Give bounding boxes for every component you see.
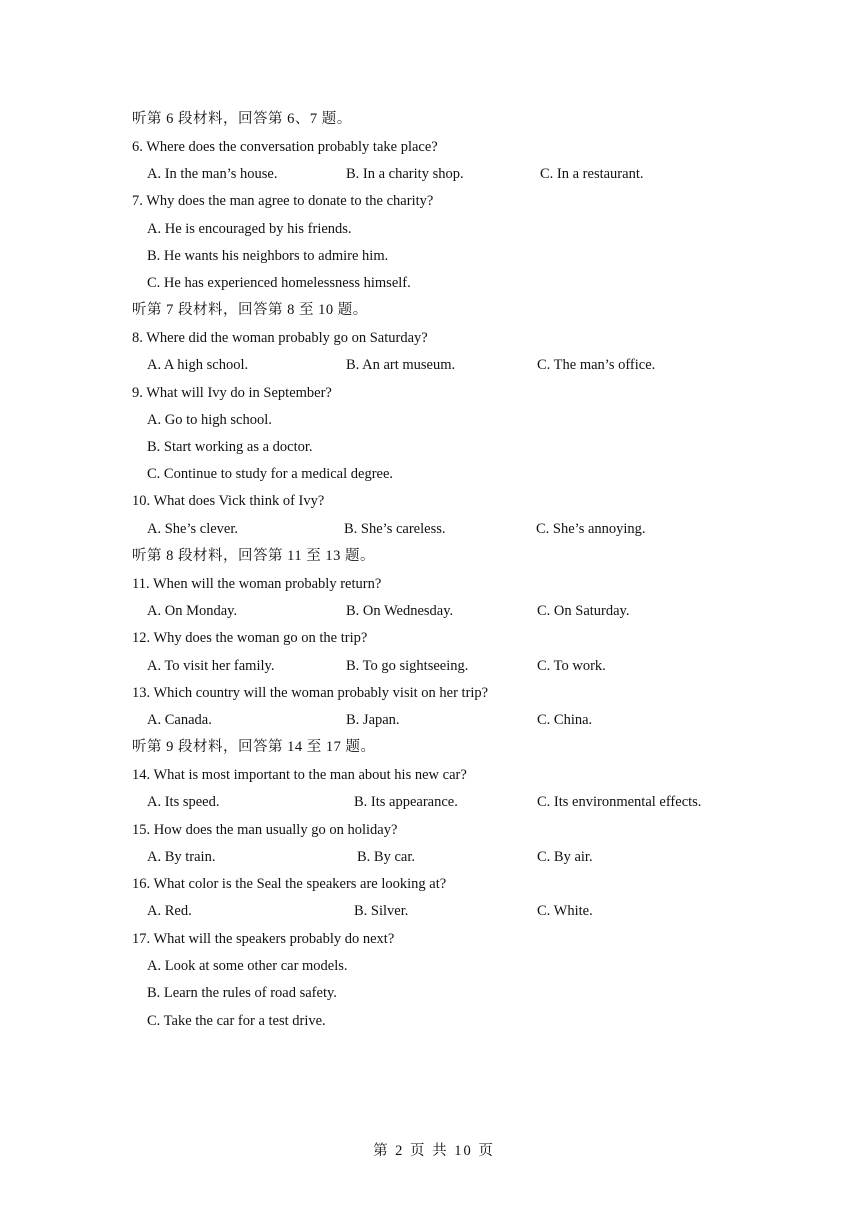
question-9: 9. What will Ivy do in September? bbox=[132, 385, 332, 401]
option-11a: A. On Monday. bbox=[147, 603, 238, 619]
option-9c: C. Continue to study for a medical degree. bbox=[147, 466, 394, 482]
option-16b: B. Silver. bbox=[354, 903, 409, 919]
option-17b: B. Learn the rules of road safety. bbox=[147, 985, 337, 1001]
option-10c: C. She’s annoying. bbox=[536, 521, 646, 537]
question-8: 8. Where did the woman probably go on Saturday? bbox=[132, 330, 428, 346]
section-heading: 听第 9 段材料，回答第 14 至 17 题。 bbox=[132, 739, 376, 755]
question-10: 10. What does Vick think of Ivy? bbox=[132, 493, 325, 509]
option-10b: B. She’s careless. bbox=[344, 521, 446, 537]
option-11b: B. On Wednesday. bbox=[346, 603, 454, 619]
option-16c: C. White. bbox=[537, 903, 593, 919]
option-10a: A. She’s clever. bbox=[147, 521, 239, 537]
option-12c: C. To work. bbox=[537, 658, 606, 674]
question-13: 13. Which country will the woman probably visit on her trip? bbox=[132, 685, 489, 701]
option-15c: C. By air. bbox=[537, 849, 593, 865]
option-15a: A. By train. bbox=[147, 849, 216, 865]
section-heading: 听第 6 段材料，回答第 6、7 题。 bbox=[132, 111, 352, 127]
option-17a: A. Look at some other car models. bbox=[147, 958, 348, 974]
option-9b: B. Start working as a doctor. bbox=[147, 439, 313, 455]
option-12b: B. To go sightseeing. bbox=[346, 658, 469, 674]
option-13c: C. China. bbox=[537, 712, 593, 728]
option-17c: C. Take the car for a test drive. bbox=[147, 1013, 326, 1029]
option-6c: C. In a restaurant. bbox=[540, 166, 644, 182]
question-6: 6. Where does the conversation probably take place? bbox=[132, 139, 438, 155]
option-8b: B. An art museum. bbox=[346, 357, 456, 373]
option-13b: B. Japan. bbox=[346, 712, 400, 728]
option-15b: B. By car. bbox=[357, 849, 415, 865]
option-7b: B. He wants his neighbors to admire him. bbox=[147, 248, 389, 264]
option-16a: A. Red. bbox=[147, 903, 192, 919]
question-7: 7. Why does the man agree to donate to the charity? bbox=[132, 193, 434, 209]
section-heading: 听第 8 段材料，回答第 11 至 13 题。 bbox=[132, 548, 375, 564]
question-16: 16. What color is the Seal the speakers are looking at? bbox=[132, 876, 447, 892]
question-11: 11. When will the woman probably return? bbox=[132, 576, 382, 592]
option-11c: C. On Saturday. bbox=[537, 603, 630, 619]
option-8a: A. A high school. bbox=[147, 357, 249, 373]
option-14c: C. Its environmental effects. bbox=[537, 794, 702, 810]
question-15: 15. How does the man usually go on holiday? bbox=[132, 822, 398, 838]
question-14: 14. What is most important to the man about his new car? bbox=[132, 767, 467, 783]
option-14b: B. Its appearance. bbox=[354, 794, 458, 810]
section-heading: 听第 7 段材料，回答第 8 至 10 题。 bbox=[132, 302, 368, 318]
question-12: 12. Why does the woman go on the trip? bbox=[132, 630, 368, 646]
option-14a: A. Its speed. bbox=[147, 794, 220, 810]
option-6b: B. In a charity shop. bbox=[346, 166, 464, 182]
option-13a: A. Canada. bbox=[147, 712, 212, 728]
option-12a: A. To visit her family. bbox=[147, 658, 275, 674]
page-footer: 第 2 页 共 10 页 bbox=[373, 1143, 495, 1159]
option-7c: C. He has experienced homelessness himself. bbox=[147, 275, 411, 291]
question-17: 17. What will the speakers probably do next? bbox=[132, 931, 395, 947]
option-8c: C. The man’s office. bbox=[537, 357, 656, 373]
option-9a: A. Go to high school. bbox=[147, 412, 272, 428]
option-6a: A. In the man’s house. bbox=[147, 166, 278, 182]
option-7a: A. He is encouraged by his friends. bbox=[147, 221, 352, 237]
